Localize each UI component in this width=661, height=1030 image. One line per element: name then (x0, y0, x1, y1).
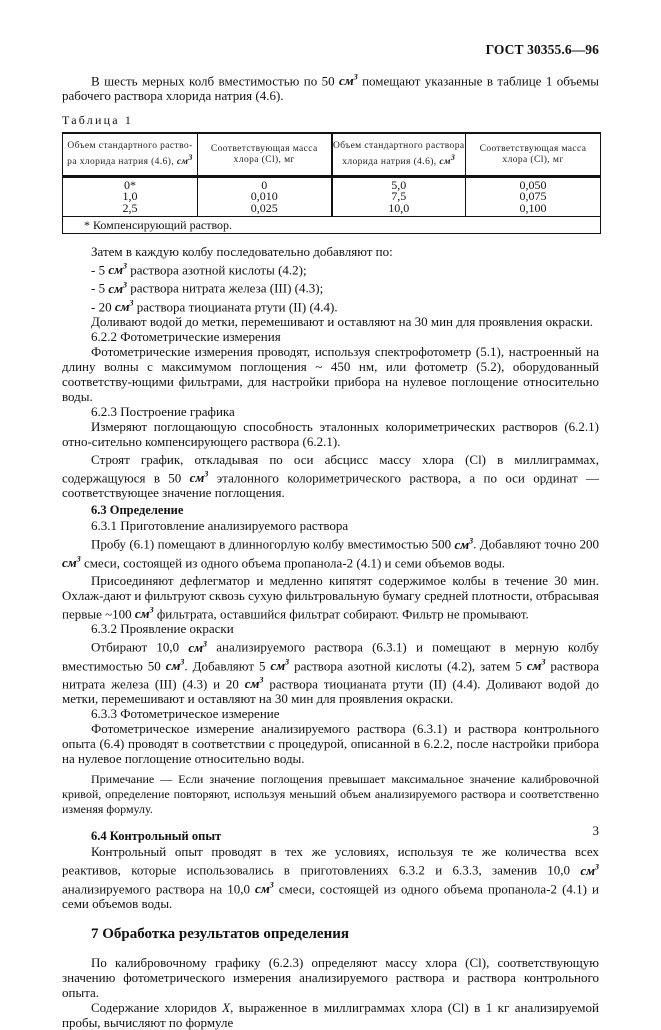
section-6-4-text: Контрольный опыт проводят в тех же условиях, используя те же количества всех реактивов, которые использовались в приготовлениях 6.3.2 и 6.3.3, заменив 10,0 $см^3$ анализируемого раствора на 10,0 $см^3$ смеси, состоящей из одного объема пропанола-2 (4.1) и семи объемов воды. (62, 844, 599, 911)
steps-intro: Затем в каждую колбу последовательно добавляют по: (91, 244, 393, 259)
table-footnote: * Компенсирующий раствор. (63, 217, 601, 234)
section-6-2-2-title: 6.2.2 Фотометрические измерения (91, 328, 281, 344)
table-cell: 5,0 7,5 10,0 (332, 177, 466, 217)
section-6-3-2-text: Отбирают 10,0 $см^3$ анализируемого раствора (6.3.1) и помещают в мерную колбу вместимостью 50 $см^3$. Добавляют 5 $см^3$ раствора азотной кислоты (4.2), затем 5 $см^3$ раствора нитрата железа (III) (4.3) и 20 $см^3$ раствора тиоцианата ртути (II) (4.4). Доливают водой до метки, перемешивают и оставляют на 30 мин для проявления окраски. (62, 639, 599, 707)
section-6-2-3-p1: Измеряют поглощающую способность эталонных колориметрических растворов (6.2.1) отно-сительно компенсирующего раствора (6.2.1). (62, 418, 599, 449)
intro-paragraph (62, 70, 599, 103)
text: помещают указанные в таблице 1 объемы рабочего раствора хлорида натрия (4.6). (62, 73, 599, 104)
page-number: 3 (592, 823, 599, 838)
step-item: - 5 $см^3$ раствора азотной кислоты (4.2); (91, 262, 307, 278)
table-1-container (62, 132, 599, 234)
header-cell: Объем стандартного раствора хлорида натрия (4.6), $см^3$ (332, 133, 466, 177)
table-footnote-row (63, 217, 601, 234)
section-6-2-3-p2: Строят график, откладывая по оси абсцисс массу хлора (Cl) в миллиграммах, содержащуюся в 50 $см^3$ эталонного колориметрического раствора, а по оси ординат — соответствующее значение поглощения. (62, 451, 599, 501)
section-6-3-3-title: 6.3.3 Фотометрическое измерение (91, 706, 280, 722)
main-text (62, 244, 599, 1030)
section-6-3-1-p1: Пробу (6.1) помещают в длинногорлую колбу вместимостью 500 $см^3$. Добавляют точно 200 $см^3$ смеси, состоящей из одного объема пропанола-2 (4.1) и семи объемов воды. (62, 536, 599, 570)
text: В шесть мерных колб вместимостью по 50 (91, 73, 339, 89)
note: Примечание — Если значение поглощения превышает максимальное значение калибровочной кривой, определение повторяют, используя меньший объем анализируемого раствора и соответственно изменяя формулу. (62, 772, 599, 817)
section-6-3-2-title: 6.3.2 Проявление окраски (91, 621, 234, 637)
header-cell: Соответствующая масса хлора (Cl), мг (198, 133, 332, 177)
section-6-3-1-title: 6.3.1 Приготовление анализируемого раствора (91, 518, 349, 534)
section-6-3-title: 6.3 Определение (91, 503, 184, 518)
standard-id: ГОСТ 30355.6—96 (485, 42, 599, 57)
table-header-row (63, 133, 601, 177)
step-item: - 20 $см^3$ раствора тиоцианата ртути (II) (4.4). (91, 298, 338, 314)
section-7-p1: По калибровочному графику (6.2.3) определяют массу хлора (Cl), соответствующую значению фотометрического измерения анализируемого раствора и раствора контрольного опыта. (62, 954, 599, 1000)
header-cell: Объем стандартного раство-ра хлорида натрия (4.6), $см^3$ (63, 133, 198, 177)
table-cell: 0,050 0,075 0,100 (466, 177, 601, 217)
unit-cm3: $см^3$ (339, 73, 358, 89)
section-6-3-3-text: Фотометрическое измерение анализируемого раствора (6.3.1) и раствора контрольного опыта (6.4) проводят в соответствии с процедурой, описанной в 6.2.2, после настройки прибора на нулевое поглощение относительно воды. (62, 721, 599, 767)
section-6-3-1-p2: Присоединяют дефлегматор и медленно кипятят содержимое колбы в течение 30 мин. Охлаж-дают и фильтруют сквозь сухую фильтровальную бумагу средней плотности, отбрасывая первые ~100 $см^3$ фильтрата, оставшийся фильтрат собирают. Фильтр не промывают. (62, 572, 599, 622)
table-cell: 0* 1,0 2,5 (63, 177, 198, 217)
table-caption: Таблица 1 (62, 113, 134, 127)
table-1 (62, 132, 601, 234)
table-cell: 0 0,010 0,025 (198, 177, 332, 217)
section-7-p2: Содержание хлоридов X, выраженное в миллиграммах хлора (Cl) в 1 кг анализируемой пробы, вычисляют по формуле (62, 999, 599, 1030)
step-item: - 5 $см^3$ раствора нитрата железа (III) (4.3); (91, 280, 324, 296)
section-6-4-title: 6.4 Контрольный опыт (91, 829, 222, 844)
header-cell: Соответствующая масса хлора (Cl), мг (466, 133, 601, 177)
steps-after: Доливают водой до метки, перемешивают и оставляют на 30 мин для проявления окраски. (91, 313, 594, 329)
table-body-row (63, 177, 601, 217)
section-6-2-2-text: Фотометрические измерения проводят, используя спектрофотометр (5.1), настроенный на длину волны с максимумом поглощения ~ 450 нм, или фотометр (5.2), оборудованный соответству-ющими фильтрами, для настройки прибора на нулевое поглощение относительно воды. (62, 343, 599, 404)
section-7-title: 7 Обработка результатов определения (91, 925, 349, 942)
section-6-2-3-title: 6.2.3 Построение графика (91, 403, 235, 419)
